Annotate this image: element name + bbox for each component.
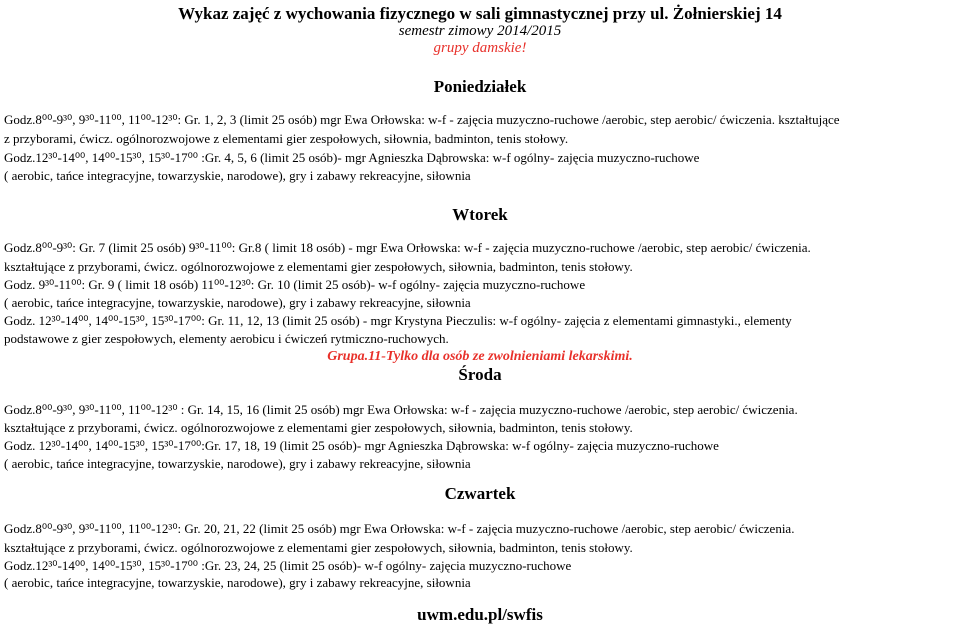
thursday-line-4: ( aerobic, tańce integracyjne, towarzyskie, narodowe), gry i zabawy rekreacyjne, siłownia: [4, 575, 471, 590]
day-heading-tuesday: Wtorek: [452, 205, 508, 224]
monday-line-2: z przyborami, ćwicz. ogólnorozwojowe z elementami gier zespołowych, siłownia, badminton, tenis stołowy.: [4, 131, 569, 146]
day-heading-wednesday: Środa: [458, 365, 502, 384]
tuesday-line-6: podstawowe z gier zespołowych, elementy aerobicu i ćwiczeń rytmiczno-ruchowych.: [4, 331, 449, 346]
tuesday-line-3: Godz. 9³⁰-11⁰⁰: Gr. 9 ( limit 18 osób) 11⁰⁰-12³⁰: Gr. 10 (limit 25 osób)- w-f ogólny- zajęcia muzyczno-ruchowe: [4, 277, 586, 292]
tuesday-line-5: Godz. 12³⁰-14⁰⁰, 14⁰⁰-15³⁰, 15³⁰-17⁰⁰: Gr. 11, 12, 13 (limit 25 osób) - mgr Krystyna Pieczulis: w-f ogólny- zajęcia z elementami gimnastyki., elementy: [4, 313, 792, 328]
monday-line-1-text: Godz.8⁰⁰-9³⁰, 9³⁰-11⁰⁰, 11⁰⁰-12³⁰: Gr. 1, 2, 3 (limit 25 osób) mgr Ewa Orłowska: w-f - zajęcia muzyczno-ruchowe /aerobic, step aerobic/ ćwiczenia. kształtujące: [4, 112, 840, 127]
tuesday-line-2: kształtujące z przyborami, ćwicz. ogólnorozwojowe z elementami gier zespołowych, siłownia, badminton, tenis stołowy.: [4, 259, 633, 274]
wednesday-line-2: kształtujące z przyborami, ćwicz. ogólnorozwojowe z elementami gier zespołowych, siłownia, badminton, tenis stołowy.: [4, 420, 633, 435]
wednesday-line-4: ( aerobic, tańce integracyjne, towarzyskie, narodowe), gry i zabawy rekreacyjne, siłownia: [4, 456, 471, 471]
page-title: Wykaz zajęć z wychowania fizycznego w sali gimnastycznej przy ul. Żołnierskiej 14: [178, 4, 782, 23]
thursday-line-1: Godz.8⁰⁰-9³⁰, 9³⁰-11⁰⁰, 11⁰⁰-12³⁰: Gr. 20, 21, 22 (limit 25 osób) mgr Ewa Orłowska: w-f - zajęcia muzyczno-ruchowe /aerobic, step aerobic/ ćwiczenia.: [4, 521, 795, 536]
monday-line-1: [4, 112, 840, 128]
monday-line-4: ( aerobic, tańce integracyjne, towarzyskie, narodowe), gry i zabawy rekreacyjne, siłownia: [4, 168, 471, 183]
monday-line-3: Godz.12³⁰-14⁰⁰, 14⁰⁰-15³⁰, 15³⁰-17⁰⁰ :Gr. 4, 5, 6 (limit 25 osób)- mgr Agnieszka Dąbrowska: w-f ogólny- zajęcia muzyczno-ruchowe: [4, 150, 700, 165]
tuesday-note: Grupa.11-Tylko dla osób ze zwolnieniami lekarskimi.: [327, 349, 633, 364]
footer-url: uwm.edu.pl/swfis: [417, 605, 543, 624]
wednesday-line-1: Godz.8⁰⁰-9³⁰, 9³⁰-11⁰⁰, 11⁰⁰-12³⁰ : Gr. 14, 15, 16 (limit 25 osób) mgr Ewa Orłowska: w-f - zajęcia muzyczno-ruchowe /aerobic, step aerobic/ ćwiczenia.: [4, 402, 798, 417]
day-heading-monday: Poniedziałek: [433, 77, 527, 96]
thursday-line-2: kształtujące z przyborami, ćwicz. ogólnorozwojowe z elementami gier zespołowych, siłownia, badminton, tenis stołowy.: [4, 540, 633, 555]
thursday-line-3: Godz.12³⁰-14⁰⁰, 14⁰⁰-15³⁰, 15³⁰-17⁰⁰ :Gr. 23, 24, 25 (limit 25 osób)- w-f ogólny- zajęcia muzyczno-ruchowe: [4, 558, 572, 573]
semester-label: semestr zimowy 2014/2015: [398, 23, 562, 39]
tuesday-line-4: ( aerobic, tańce integracyjne, towarzyskie, narodowe), gry i zabawy rekreacyjne, siłownia: [4, 295, 471, 310]
wednesday-line-3: Godz. 12³⁰-14⁰⁰, 14⁰⁰-15³⁰, 15³⁰-17⁰⁰:Gr. 17, 18, 19 (limit 25 osób)- mgr Agnieszka Dąbrowska: w-f ogólny- zajęcia muzyczno-ruchowe: [4, 438, 719, 453]
tuesday-line-1: Godz.8⁰⁰-9³⁰: Gr. 7 (limit 25 osób) 9³⁰-11⁰⁰: Gr.8 ( limit 18 osób) - mgr Ewa Orłowska: w-f - zajęcia muzyczno-ruchowe /aerobic, step aerobic/ ćwiczenia.: [4, 240, 811, 255]
group-label: grupy damskie!: [433, 40, 527, 56]
day-heading-thursday: Czwartek: [444, 484, 516, 503]
